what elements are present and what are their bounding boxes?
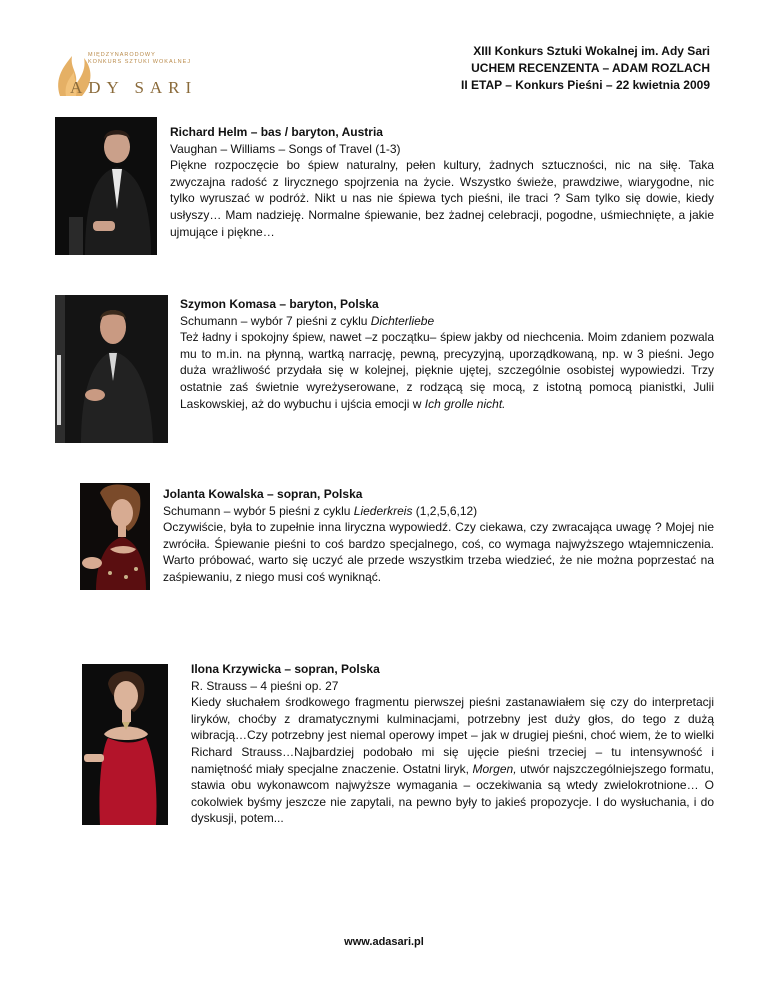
- entry-program: Schumann – wybór 5 pieśni z cyklu Liederkreis (1,2,5,6,12): [163, 503, 478, 518]
- entry-title: Ilona Krzywicka – sopran, Polska: [191, 662, 380, 676]
- photo-ilona-krzywicka: [82, 664, 168, 825]
- page-header: [461, 43, 710, 94]
- entry-title: Jolanta Kowalska – sopran, Polska: [163, 487, 363, 501]
- photo-jolanta-kowalska: [80, 483, 150, 590]
- entry-jolanta-kowalska: [163, 486, 714, 586]
- header-line-3: II ETAP – Konkurs Pieśni – 22 kwietnia 2009: [461, 78, 710, 92]
- entry-ilona-krzywicka: [191, 661, 714, 827]
- entry-title: Richard Helm – bas / baryton, Austria: [170, 125, 383, 139]
- entry-title: Szymon Komasa – baryton, Polska: [180, 297, 379, 311]
- photo-richard-helm: [55, 117, 157, 255]
- entry-review: Kiedy słuchałem środkowego fragmentu pierwszej pieśni zastanawiałem się czy do interpretacji liryków, choćby z dramatycznymi kulminacjami, potrzebny jest duży głos, do tego z dużą wibracją…Czy potrzebny jest niemal operowy impet – jak w drugiej pieśni, choć wiem, że to wielki Richard Strauss…Najbardziej podobało mi się ujęcie pieśni trzeciej – tu intensywność i namiętność miały specjalne znaczenie. Ostatni liryk, Morgen, utwór najszczególniejszego formatu, stawia obu wykonawcom najwyższe wymagania – oczekiwania są wtedy zwielokrotnione… O cokolwiek byśmy jeszcze nie zapytali, na pewno były to jakieś propozycje. I do wysłuchania, i do dyskusji, potem...: [191, 695, 715, 826]
- logo-subtitle: MIĘDZYNARODOWY KONKURS SZTUKI WOKALNEJ: [88, 52, 192, 65]
- logo-name: ADY SARI: [70, 78, 198, 97]
- entry-szymon-komasa: [180, 296, 714, 412]
- ada-sari-logo: [52, 38, 212, 100]
- entry-program: Vaughan – Williams – Songs of Travel (1-3): [170, 141, 401, 156]
- entry-program: Schumann – wybór 7 pieśni z cyklu Dichterliebe: [180, 313, 435, 328]
- entry-program: R. Strauss – 4 pieśni op. 27: [191, 678, 339, 693]
- header-line-1: XIII Konkurs Sztuki Wokalnej im. Ady Sari: [473, 44, 710, 58]
- entry-review: Oczywiście, była to zupełnie inna liryczna wypowiedź. Czy ciekawa, czy zwracająca uwagę ? Mojej nie zwróciła. Śpiewanie pieśni to coś bardzo specjalnego, coś, co wymaga najwyższego wtajemniczenia. Warto próbować, warto się uczyć ale przede wszystkim trzeba wiedzieć, że nie można poprzestać na zaśpiewaniu, z niego musi coś wyniknąć.: [163, 520, 714, 584]
- header-line-2: UCHEM RECENZENTA – ADAM ROZLACH: [471, 61, 710, 75]
- photo-szymon-komasa: [55, 295, 168, 443]
- footer-url[interactable]: www.adasari.pl: [344, 936, 424, 948]
- entry-richard-helm: [170, 124, 714, 240]
- entry-review: Też ładny i spokojny śpiew, nawet –z początku– śpiew jakby od niechcenia. Moim zdaniem pozwala mu to m.in. na płynną, wartką narrację, pewną, precyzyjną, uporządkowaną, np. w 3 pieśni. Jego duża wrażliwość przydała się w kolejnej, pięknie ujętej, szczególnie osobistej wypowiedzi. Trzy ostatnie zaś świetnie wyreżyserowane, z rodzącą się mocą, z istotną pomocą pianistki, Julii Laskowskiej, aż do wybuchu i ujścia emocji w Ich grolle nicht.: [180, 330, 714, 411]
- entry-review: Piękne rozpoczęcie bo śpiew naturalny, pełen kultury, żadnych sztuczności, nic na siłę. Taka zwyczajna radość z lirycznego spojrzenia na życie. Wszystko świeże, prawdziwe, wiarygodne, nic tylko wyruszać w podróż. Nikt u nas nie śpiewa tych pieśni, ile traci ? Sam tylko się dowie, kiedy usłyszy… Mam nadzieję. Normalne śpiewanie, bez żadnej celebracji, pogodne, uśmiechnięte, a jakie ujmujące i piękne…: [170, 158, 714, 239]
